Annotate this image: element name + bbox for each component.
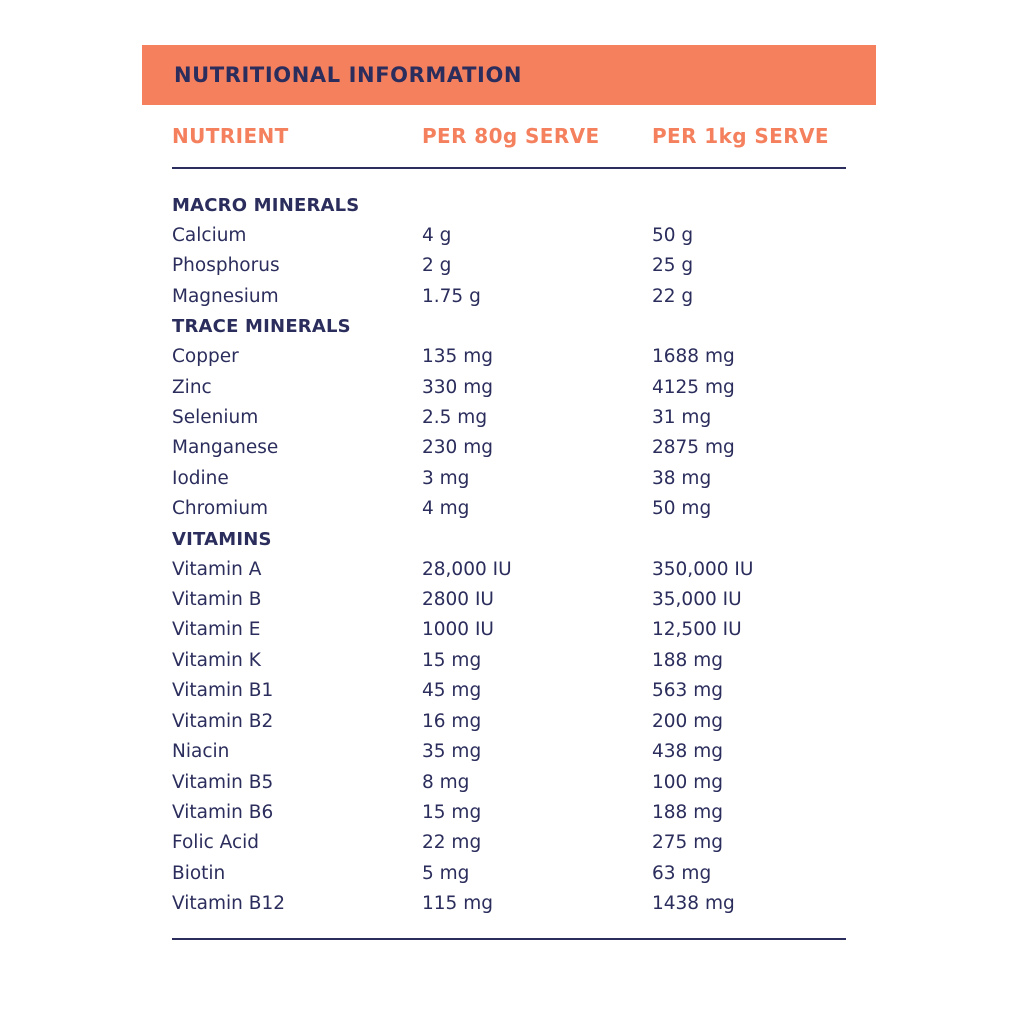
value-per-1kg: 275 mg [652, 832, 723, 854]
value-per-1kg: 31 mg [652, 407, 712, 429]
panel-title-bar [142, 45, 876, 105]
page-title: NUTRITIONAL INFORMATION [174, 63, 523, 87]
value-per-1kg: 38 mg [652, 467, 712, 489]
table-row [172, 403, 846, 433]
value-per-80g: 45 mg [422, 680, 482, 702]
value-per-80g: 330 mg [422, 376, 493, 398]
table-row [172, 646, 846, 676]
value-per-1kg: 188 mg [652, 801, 723, 823]
table-row [172, 798, 846, 828]
nutrient-name: Niacin [172, 741, 230, 763]
nutrient-name: Vitamin B12 [172, 893, 285, 915]
nutrient-name: Vitamin B2 [172, 710, 274, 732]
value-per-80g: 15 mg [422, 801, 482, 823]
value-per-1kg: 1688 mg [652, 346, 735, 368]
value-per-80g: 4 g [422, 225, 452, 246]
table-row [172, 615, 846, 645]
table-header-row [172, 105, 846, 167]
value-per-80g: 8 mg [422, 771, 470, 793]
nutrient-name: Copper [172, 346, 239, 368]
value-per-80g: 22 mg [422, 832, 482, 854]
value-per-80g: 135 mg [422, 346, 493, 368]
table-row [172, 342, 846, 372]
value-per-1kg: 563 mg [652, 680, 723, 702]
table-row [172, 737, 846, 767]
value-per-80g: 3 mg [422, 467, 470, 489]
table-row [172, 889, 846, 919]
table-row [172, 373, 846, 403]
value-per-80g: 28,000 IU [422, 558, 512, 580]
column-header-nutrient: NUTRIENT [172, 124, 289, 148]
value-per-1kg: 50 g [652, 225, 694, 246]
value-per-1kg: 25 g [652, 255, 694, 277]
nutrient-name: Magnesium [172, 285, 279, 307]
table-row [172, 282, 846, 312]
value-per-1kg: 4125 mg [652, 376, 735, 398]
nutrient-name: Vitamin B5 [172, 771, 274, 793]
value-per-80g: 2800 IU [422, 589, 494, 611]
value-per-80g: 4 mg [422, 498, 470, 520]
value-per-80g: 230 mg [422, 437, 493, 459]
nutrient-name: Phosphorus [172, 255, 280, 277]
nutrient-name: Biotin [172, 862, 226, 884]
value-per-80g: 5 mg [422, 862, 470, 884]
table-row [172, 251, 846, 281]
table-row [172, 859, 846, 889]
table-row [172, 676, 846, 706]
nutrient-name: Folic Acid [172, 832, 260, 854]
value-per-1kg: 438 mg [652, 741, 723, 763]
section-heading-macro-minerals: MACRO MINERALS [172, 195, 360, 216]
column-header-per-80g: PER 80g SERVE [422, 124, 600, 148]
value-per-80g: 2 g [422, 255, 452, 277]
value-per-80g: 1000 IU [422, 619, 494, 641]
table-row [172, 828, 846, 858]
value-per-1kg: 35,000 IU [652, 589, 742, 611]
value-per-1kg: 100 mg [652, 771, 723, 793]
value-per-1kg: 63 mg [652, 862, 712, 884]
value-per-1kg: 22 g [652, 285, 694, 307]
nutrient-name: Vitamin B6 [172, 801, 274, 823]
section-heading-vitamins: VITAMINS [172, 528, 272, 550]
value-per-80g: 15 mg [422, 649, 482, 671]
value-per-80g: 16 mg [422, 710, 482, 732]
table-row [172, 464, 846, 494]
nutrient-name: Selenium [172, 407, 259, 429]
column-header-per-1kg: PER 1kg SERVE [652, 124, 829, 148]
table-row [172, 707, 846, 737]
table-row [172, 221, 846, 251]
section-heading-trace-minerals: TRACE MINERALS [172, 316, 351, 338]
bottom-spacer [172, 940, 846, 948]
table-row [172, 585, 846, 615]
nutrient-name: Vitamin B [172, 589, 262, 611]
nutrient-name: Manganese [172, 437, 279, 459]
value-per-1kg: 50 mg [652, 498, 712, 520]
nutrient-name: Iodine [172, 467, 229, 489]
table-row [172, 494, 846, 524]
nutrient-name: Zinc [172, 376, 212, 398]
nutrient-name: Vitamin K [172, 649, 261, 671]
value-per-1kg: 200 mg [652, 710, 723, 732]
nutrient-name: Vitamin E [172, 619, 261, 641]
table-row [172, 768, 846, 798]
value-per-80g: 2.5 mg [422, 407, 488, 429]
value-per-1kg: 188 mg [652, 649, 723, 671]
nutrition-table [142, 105, 876, 948]
table-row [172, 555, 846, 585]
value-per-1kg: 2875 mg [652, 437, 735, 459]
value-per-80g: 115 mg [422, 893, 493, 915]
nutrient-name: Vitamin B1 [172, 680, 274, 702]
table-row [172, 433, 846, 463]
nutrient-name: Vitamin A [172, 558, 262, 580]
nutrient-name: Calcium [172, 225, 247, 246]
value-per-80g: 1.75 g [422, 285, 481, 307]
nutrient-name: Chromium [172, 498, 269, 520]
value-per-1kg: 1438 mg [652, 893, 735, 915]
value-per-1kg: 12,500 IU [652, 619, 742, 641]
value-per-1kg: 350,000 IU [652, 558, 754, 580]
nutrition-panel [142, 45, 876, 948]
header-divider [172, 167, 846, 169]
value-per-80g: 35 mg [422, 741, 482, 763]
